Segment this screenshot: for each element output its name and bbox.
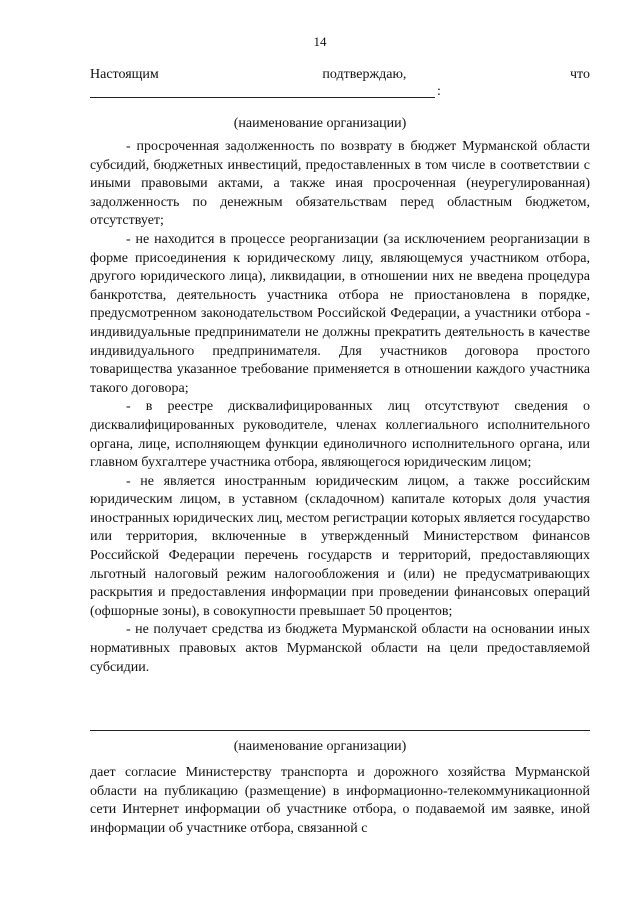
confirm-word-herewith: Настоящим	[90, 67, 159, 82]
organization-caption-2: (наименование организации)	[233, 739, 407, 754]
confirmation-line	[90, 67, 590, 83]
consent-text: дает согласие Министерству транспорта и дорожного хозяйства Мурманской области на публикацию (размещение) в информационно-телекоммуникационной сети Интернет информации об участнике отбора, о подаваемой им заявке, иной информации об участнике отбора, связанной с	[90, 765, 590, 836]
condition-paragraph: - не получает средства из бюджета Мурманской области на основании иных нормативных правовых актов Мурманской области на цели предоставляемой субсидии.	[90, 622, 590, 675]
condition-paragraph: - просроченная задолженность по возврату в бюджет Мурманской области субсидий, бюджетных инвестиций, предоставленных в том числе в соответствии с иными правовыми актами, а также иная просроченная (неурегулированная) задолженность по денежным обязательствам перед областным бюджетом, отсутствует;	[90, 139, 590, 229]
condition-paragraph: - в реестре дисквалифицированных лиц отсутствуют сведения о дисквалифицированных руководителе, членах коллегиального исполнительного органа, лице, исполняющем функции единоличного исполнительного органа, или главном бухгалтере участника отбора, являющегося юридическим лицом;	[90, 399, 590, 471]
organization-caption-1: (наименование организации)	[233, 116, 407, 131]
condition-paragraph: - не является иностранным юридическим лицом, а также российским юридическим лицом, в уставном (складочном) капитале которых доля участия иностранных юридических лиц, местом регистрации которых является государство или территория, включенные в утвержденный Министерством финансов Российской Федерации перечень государств и территорий, предоставляющих льготный налоговый режим налогообложения и (или) не предусматривающих раскрытия и предоставления информации при проведении финансовых операций (офшорные зоны), в совокупности превышает 50 процентов;	[90, 473, 590, 619]
confirm-word-confirm: подтверждаю,	[322, 67, 407, 82]
condition-paragraph: - не находится в процессе реорганизации (за исключением реорганизации в форме присоединения к юридическому лицу, являющемуся участником отбора, другого юридического лица), ликвидации, в отношении них не введена процедура банкротства, деятельность участника отбора не приостановлена в порядке, предусмотренном законодательством Российской Федерации, а участники отбора - индивидуальные предприниматели не должны прекратить деятельность в качестве индивидуального предпринимателя. Для участников договора простого товарищества указанное требование применяется в отношении каждого участника такого договора;	[90, 231, 590, 396]
consent-paragraph	[90, 764, 590, 838]
confirm-word-that: что	[570, 67, 590, 82]
blank-colon: :	[437, 84, 441, 99]
organization-name-blank-2	[90, 730, 590, 731]
organization-name-blank-1	[90, 97, 435, 98]
page-number: 14	[313, 34, 327, 49]
conditions-list	[90, 138, 590, 677]
